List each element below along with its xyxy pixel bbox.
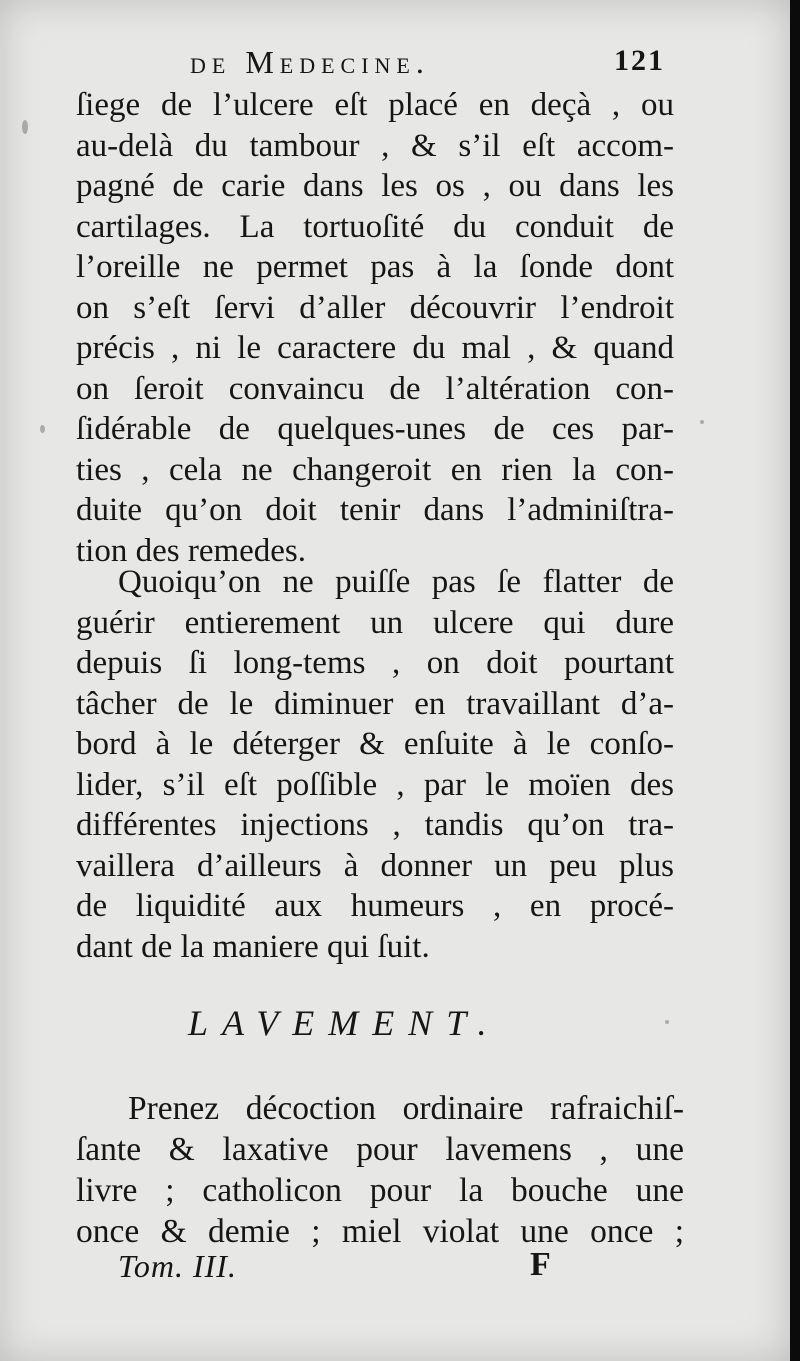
text-line: l’oreille ne permet pas à la ſonde dont <box>76 249 674 285</box>
text-line: de liquidité aux humeurs , en procé- <box>76 888 674 924</box>
text-line: pagné de carie dans les os , ou dans les <box>76 168 674 204</box>
paragraph-1 <box>76 85 674 571</box>
text-line: livre ; catholicon pour la bouche une <box>76 1172 684 1209</box>
text-line: différentes injections , tandis qu’on tra- <box>76 807 674 843</box>
text-line: guérir entierement un ulcere qui dure <box>76 604 674 641</box>
section-title: LAVEMENT. <box>188 1003 501 1043</box>
text-line: depuis ſi long-tems , on doit pourtant <box>76 645 674 681</box>
text-line: lider, s’il eſt poſſible , par le moïen des <box>76 766 674 803</box>
page-edge-shadow <box>790 0 800 1361</box>
text-line: ties , cela ne changeroit en rien la con- <box>76 451 674 488</box>
text-line: ſante & laxative pour lavemens , une <box>76 1131 684 1168</box>
text-line: Quoiqu’on ne puiſſe pas ſe flatter de <box>118 564 674 600</box>
text-line: bord à le déterger & enſuite à le conſo- <box>76 726 674 762</box>
page-header <box>190 44 665 88</box>
text-line: on ſeroit convaincu de l’altération con- <box>76 370 674 407</box>
ink-spot <box>700 420 704 424</box>
text-line: ſiege de l’ulcere eſt placé en deçà , ou <box>76 87 674 123</box>
running-title: de Medecine. <box>190 44 430 80</box>
text-line: vaillera d’ailleurs à donner un peu plus <box>76 847 674 884</box>
page-number: 121 <box>614 44 665 77</box>
text-line: dant de la maniere qui ſuit. <box>76 928 430 965</box>
text-line: tion des remedes. <box>76 532 307 569</box>
text-line: ſidérable de quelques-unes de ces par- <box>76 411 674 447</box>
text-line: au-delà du tambour , & s’il eſt accom- <box>76 127 674 164</box>
text-line: once & demie ; miel violat une once ; <box>76 1213 684 1250</box>
text-line: tâcher de le diminuer en travaillant d’a- <box>76 685 674 722</box>
ink-spot <box>665 1020 669 1024</box>
text-line: cartilages. La tortuoſité du conduit de <box>76 208 674 245</box>
gathering-mark: F <box>530 1246 551 1283</box>
ink-spot <box>40 425 45 433</box>
text-line: Prenez décoction ordinaire rafraichiſ- <box>128 1090 684 1127</box>
paragraph-2 <box>76 562 674 967</box>
volume-signature: Tom. III. <box>118 1248 237 1284</box>
ink-spot <box>22 120 28 134</box>
text-line: duite qu’on doit tenir dans l’adminiſtra- <box>76 492 674 528</box>
paragraph-3 <box>76 1088 684 1252</box>
text-line: précis , ni le caractere du mal , & quand <box>76 330 674 366</box>
text-line: on s’eſt ſervi d’aller découvrir l’endroit <box>76 289 674 326</box>
